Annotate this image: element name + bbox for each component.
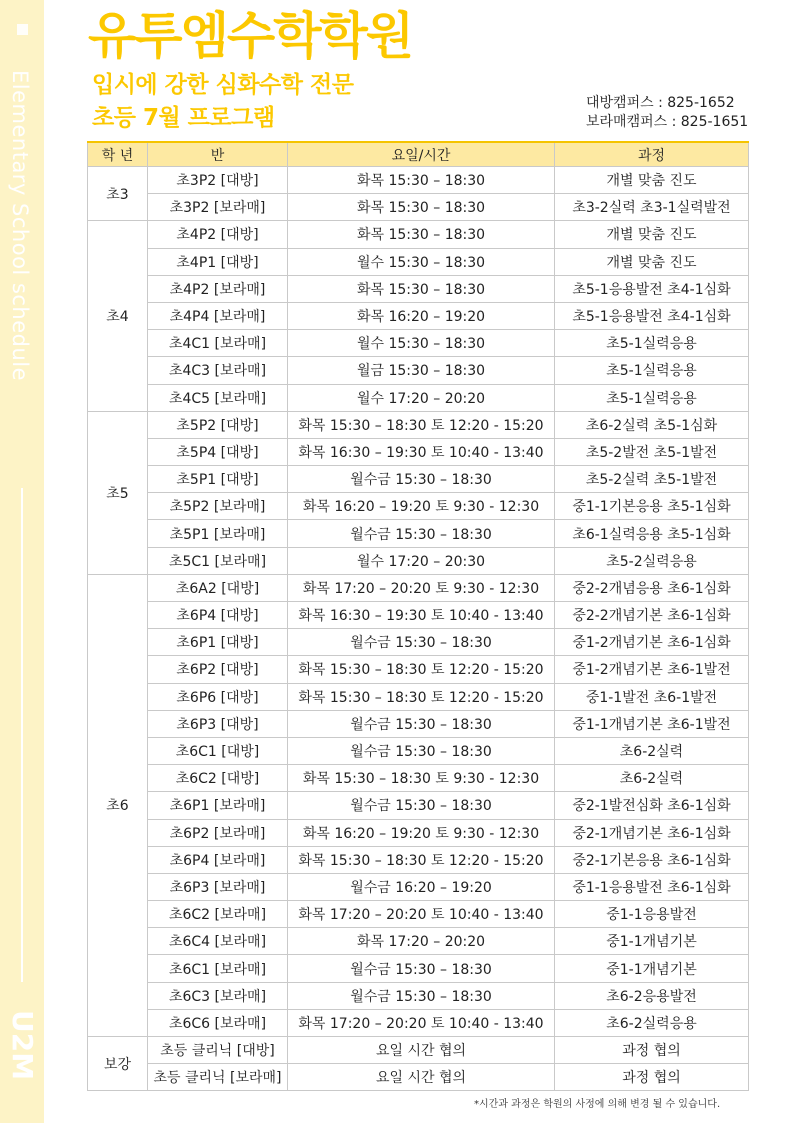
- grade-cell: 초3: [88, 167, 148, 221]
- time-cell: 화목 17:20 – 20:20 토 10:40 - 13:40: [288, 1009, 555, 1036]
- time-cell: 월수금 15:30 – 18:30: [288, 955, 555, 982]
- class-cell: 초6C2 [대방]: [148, 765, 288, 792]
- table-header-row: [88, 142, 749, 167]
- time-cell: 화목 15:30 – 18:30 토 9:30 - 12:30: [288, 765, 555, 792]
- grade-cell: 초5: [88, 411, 148, 574]
- class-cell: 초6P1 [보라매]: [148, 792, 288, 819]
- time-cell: 화목 15:30 – 18:30 토 12:20 - 15:20: [288, 656, 555, 683]
- class-cell: 초4P1 [대방]: [148, 248, 288, 275]
- course-cell: 초6-2실력응용: [555, 1009, 749, 1036]
- time-cell: 월수금 15:30 – 18:30: [288, 710, 555, 737]
- course-cell: 초6-1실력응용 초5-1심화: [555, 520, 749, 547]
- time-cell: 화목 17:20 – 20:20: [288, 928, 555, 955]
- table-row: [88, 248, 749, 275]
- table-row: [88, 330, 749, 357]
- course-cell: 초6-2실력: [555, 737, 749, 764]
- table-body: [88, 167, 749, 1091]
- time-cell: 월수 17:20 – 20:20: [288, 384, 555, 411]
- time-cell: 화목 15:30 – 18:30: [288, 275, 555, 302]
- class-cell: 초5C1 [보라매]: [148, 547, 288, 574]
- time-cell: 화목 17:20 – 20:20 토 9:30 - 12:30: [288, 574, 555, 601]
- table-row: [88, 710, 749, 737]
- table-row: [88, 846, 749, 873]
- grade-cell: 보강: [88, 1037, 148, 1091]
- course-cell: 중1-1개념기본: [555, 928, 749, 955]
- header-time: 요일/시간: [288, 142, 555, 167]
- time-cell: 화목 16:30 – 19:30 토 10:40 - 13:40: [288, 438, 555, 465]
- course-cell: 초5-2실력 초5-1발전: [555, 466, 749, 493]
- side-band: [0, 0, 44, 1123]
- class-cell: 초6P4 [대방]: [148, 602, 288, 629]
- class-cell: 초6P2 [보라매]: [148, 819, 288, 846]
- header-grade: 학 년: [88, 142, 148, 167]
- time-cell: 월수 17:20 – 20:30: [288, 547, 555, 574]
- table-row: [88, 547, 749, 574]
- time-cell: 월수금 16:20 – 19:20: [288, 873, 555, 900]
- table-row: [88, 602, 749, 629]
- header-class: 반: [148, 142, 288, 167]
- class-cell: 초6P2 [대방]: [148, 656, 288, 683]
- time-cell: 화목 17:20 – 20:20 토 10:40 - 13:40: [288, 901, 555, 928]
- table-row: [88, 629, 749, 656]
- class-cell: 초4C1 [보라매]: [148, 330, 288, 357]
- time-cell: 월금 15:30 – 18:30: [288, 357, 555, 384]
- class-cell: 초3P2 [보라매]: [148, 194, 288, 221]
- time-cell: 월수금 15:30 – 18:30: [288, 466, 555, 493]
- class-cell: 초6C4 [보라매]: [148, 928, 288, 955]
- class-cell: 초5P4 [대방]: [148, 438, 288, 465]
- course-cell: 개별 맞춤 진도: [555, 221, 749, 248]
- table-row: [88, 737, 749, 764]
- class-cell: 초5P1 [대방]: [148, 466, 288, 493]
- side-square-decoration: [17, 24, 28, 35]
- class-cell: 초4P4 [보라매]: [148, 302, 288, 329]
- header-course: 과정: [555, 142, 749, 167]
- class-cell: 초6P3 [보라매]: [148, 873, 288, 900]
- course-cell: 중2-2개념응용 초6-1심화: [555, 574, 749, 601]
- table-row: [88, 275, 749, 302]
- class-cell: 초4P2 [보라매]: [148, 275, 288, 302]
- table-row: [88, 574, 749, 601]
- course-cell: 초5-2발전 초5-1발전: [555, 438, 749, 465]
- table-row: [88, 1064, 749, 1091]
- course-cell: 개별 맞춤 진도: [555, 248, 749, 275]
- table-row: [88, 438, 749, 465]
- class-cell: 초6C1 [보라매]: [148, 955, 288, 982]
- course-cell: 중2-1기본응용 초6-1심화: [555, 846, 749, 873]
- course-cell: 초6-2실력: [555, 765, 749, 792]
- course-cell: 초6-2실력 초5-1심화: [555, 411, 749, 438]
- time-cell: 월수 15:30 – 18:30: [288, 330, 555, 357]
- course-cell: 중1-1개념기본 초6-1발전: [555, 710, 749, 737]
- time-cell: 화목 16:30 – 19:30 토 10:40 - 13:40: [288, 602, 555, 629]
- class-cell: 초4P2 [대방]: [148, 221, 288, 248]
- course-cell: 초5-1실력응용: [555, 384, 749, 411]
- table-row: [88, 656, 749, 683]
- table-row: [88, 411, 749, 438]
- subtitle-line2: 초등 7월 프로그램: [92, 105, 275, 131]
- table-row: [88, 302, 749, 329]
- table-row: [88, 357, 749, 384]
- class-cell: 초6P4 [보라매]: [148, 846, 288, 873]
- class-cell: 초5P2 [대방]: [148, 411, 288, 438]
- side-vertical-text: Elementary School schedule: [8, 70, 32, 382]
- table-row: [88, 167, 749, 194]
- table-row: [88, 493, 749, 520]
- time-cell: 화목 16:20 – 19:20: [288, 302, 555, 329]
- time-cell: 화목 15:30 – 18:30: [288, 167, 555, 194]
- table-row: [88, 901, 749, 928]
- time-cell: 요일 시간 협의: [288, 1064, 555, 1091]
- course-cell: 초3-2실력 초3-1실력발전: [555, 194, 749, 221]
- campus-contacts: [586, 94, 748, 132]
- class-cell: 초6P6 [대방]: [148, 683, 288, 710]
- course-cell: 과정 협의: [555, 1064, 749, 1091]
- table-row: [88, 520, 749, 547]
- course-cell: 중2-2개념기본 초6-1심화: [555, 602, 749, 629]
- table-row: [88, 221, 749, 248]
- course-cell: 초5-1응용발전 초4-1심화: [555, 275, 749, 302]
- table-row: [88, 1037, 749, 1064]
- table-row: [88, 765, 749, 792]
- course-cell: 중1-1기본응용 초5-1심화: [555, 493, 749, 520]
- class-cell: 초6C2 [보라매]: [148, 901, 288, 928]
- side-logo: U2M: [6, 1010, 39, 1081]
- course-cell: 중1-1응용발전 초6-1심화: [555, 873, 749, 900]
- course-cell: 중1-2개념기본 초6-1심화: [555, 629, 749, 656]
- time-cell: 요일 시간 협의: [288, 1037, 555, 1064]
- class-cell: 초4C3 [보라매]: [148, 357, 288, 384]
- time-cell: 월수금 15:30 – 18:30: [288, 982, 555, 1009]
- table-row: [88, 792, 749, 819]
- course-cell: 초5-2실력응용: [555, 547, 749, 574]
- course-cell: 중1-2개념기본 초6-1발전: [555, 656, 749, 683]
- class-cell: 초등 클리닉 [대방]: [148, 1037, 288, 1064]
- contact-boramae: 보라매캠퍼스 : 825-1651: [586, 114, 749, 130]
- grade-cell: 초6: [88, 574, 148, 1036]
- course-cell: 초5-1응용발전 초4-1심화: [555, 302, 749, 329]
- time-cell: 화목 15:30 – 18:30 토 12:20 - 15:20: [288, 683, 555, 710]
- time-cell: 월수금 15:30 – 18:30: [288, 792, 555, 819]
- class-cell: 초등 클리닉 [보라매]: [148, 1064, 288, 1091]
- table-row: [88, 955, 749, 982]
- time-cell: 화목 15:30 – 18:30 토 12:20 - 15:20: [288, 846, 555, 873]
- course-cell: 개별 맞춤 진도: [555, 167, 749, 194]
- course-cell: 중2-1개념기본 초6-1심화: [555, 819, 749, 846]
- side-divider-line: [21, 488, 23, 982]
- class-cell: 초6C3 [보라매]: [148, 982, 288, 1009]
- table-row: [88, 466, 749, 493]
- class-cell: 초6P1 [대방]: [148, 629, 288, 656]
- class-cell: 초3P2 [대방]: [148, 167, 288, 194]
- time-cell: 화목 15:30 – 18:30 토 12:20 - 15:20: [288, 411, 555, 438]
- class-cell: 초6A2 [대방]: [148, 574, 288, 601]
- academy-title: 유투엠수학학원: [88, 7, 413, 65]
- time-cell: 화목 16:20 – 19:20 토 9:30 - 12:30: [288, 493, 555, 520]
- course-cell: 초5-1실력응용: [555, 330, 749, 357]
- time-cell: 화목 15:30 – 18:30: [288, 194, 555, 221]
- grade-cell: 초4: [88, 221, 148, 411]
- table-row: [88, 194, 749, 221]
- table-row: [88, 683, 749, 710]
- course-cell: 중1-1발전 초6-1발전: [555, 683, 749, 710]
- schedule-table: [87, 141, 749, 1091]
- time-cell: 월수 15:30 – 18:30: [288, 248, 555, 275]
- class-cell: 초4C5 [보라매]: [148, 384, 288, 411]
- class-cell: 초6C6 [보라매]: [148, 1009, 288, 1036]
- class-cell: 초5P2 [보라매]: [148, 493, 288, 520]
- course-cell: 초6-2응용발전: [555, 982, 749, 1009]
- class-cell: 초6P3 [대방]: [148, 710, 288, 737]
- course-cell: 중1-1응용발전: [555, 901, 749, 928]
- subtitle-line1: 입시에 강한 심화수학 전문: [92, 72, 354, 98]
- footnote: *시간과 과정은 학원의 사정에 의해 변경 될 수 있습니다.: [474, 1099, 721, 1110]
- table-row: [88, 928, 749, 955]
- contact-daebang: 대방캠퍼스 : 825-1652: [586, 95, 735, 111]
- time-cell: 월수금 15:30 – 18:30: [288, 520, 555, 547]
- course-cell: 초5-1실력응용: [555, 357, 749, 384]
- course-cell: 중2-1발전심화 초6-1심화: [555, 792, 749, 819]
- class-cell: 초5P1 [보라매]: [148, 520, 288, 547]
- time-cell: 화목 16:20 – 19:20 토 9:30 - 12:30: [288, 819, 555, 846]
- class-cell: 초6C1 [대방]: [148, 737, 288, 764]
- table-row: [88, 982, 749, 1009]
- time-cell: 월수금 15:30 – 18:30: [288, 629, 555, 656]
- time-cell: 화목 15:30 – 18:30: [288, 221, 555, 248]
- table-row: [88, 1009, 749, 1036]
- course-cell: 과정 협의: [555, 1037, 749, 1064]
- table-row: [88, 384, 749, 411]
- table-row: [88, 873, 749, 900]
- table-row: [88, 819, 749, 846]
- course-cell: 중1-1개념기본: [555, 955, 749, 982]
- time-cell: 월수금 15:30 – 18:30: [288, 737, 555, 764]
